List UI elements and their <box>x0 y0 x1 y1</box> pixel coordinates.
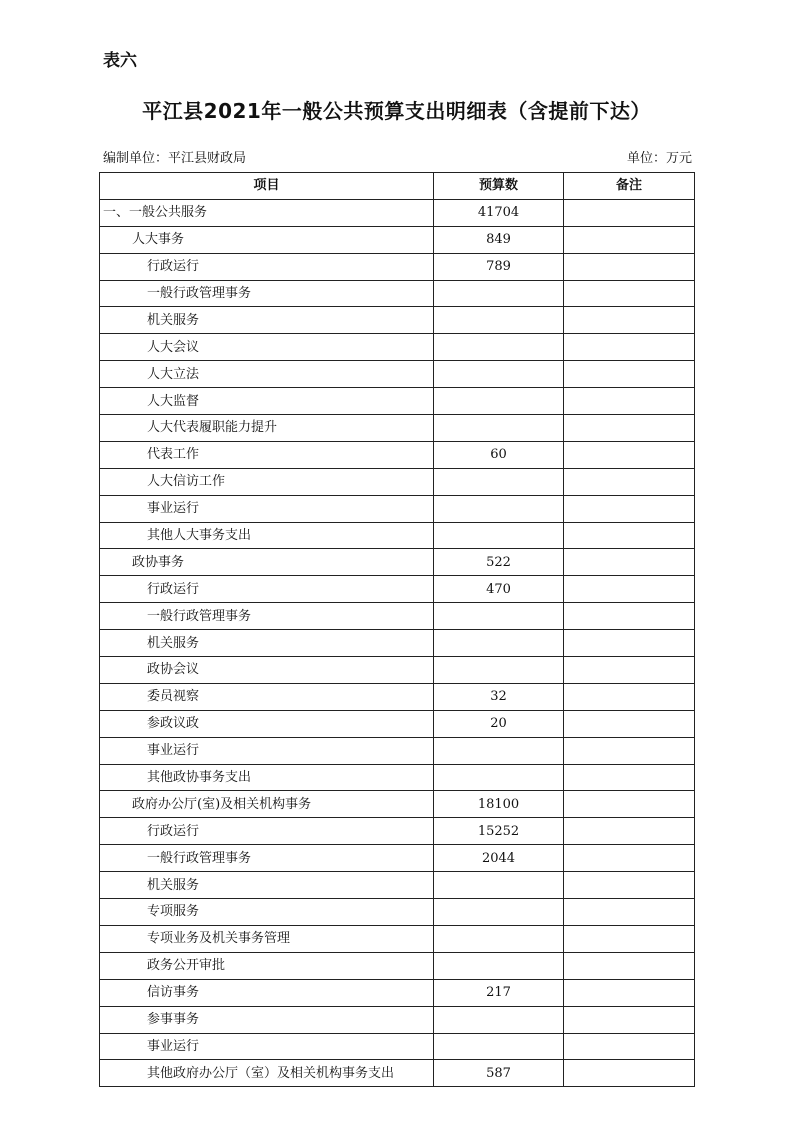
note-cell <box>564 468 695 495</box>
item-cell: 其他政府办公厅（室）及相关机构事务支出 <box>100 1060 434 1087</box>
note-cell <box>564 1006 695 1033</box>
item-cell: 一、一般公共服务 <box>100 199 434 226</box>
table-row <box>100 361 695 388</box>
table-number-label: 表六 <box>103 51 137 71</box>
table-row <box>100 657 695 684</box>
table-row <box>100 468 695 495</box>
item-cell: 代表工作 <box>100 441 434 468</box>
note-cell <box>564 415 695 442</box>
note-cell <box>564 334 695 361</box>
table-row <box>100 334 695 361</box>
compiling-unit: 编制单位：平江县财政局 <box>103 151 247 166</box>
item-cell: 人大会议 <box>100 334 434 361</box>
table-row <box>100 603 695 630</box>
item-cell: 人大代表履职能力提升 <box>100 415 434 442</box>
table-row <box>100 791 695 818</box>
item-cell: 事业运行 <box>100 1033 434 1060</box>
note-cell <box>564 737 695 764</box>
table-row <box>100 495 695 522</box>
item-cell: 专项服务 <box>100 899 434 926</box>
table-row <box>100 683 695 710</box>
item-cell: 其他政协事务支出 <box>100 764 434 791</box>
note-cell <box>564 199 695 226</box>
budget-amount-cell <box>434 361 564 388</box>
budget-amount-cell: 789 <box>434 253 564 280</box>
note-cell <box>564 441 695 468</box>
table-row <box>100 1060 695 1087</box>
budget-amount-cell: 18100 <box>434 791 564 818</box>
budget-amount-cell <box>434 280 564 307</box>
budget-amount-cell <box>434 334 564 361</box>
item-cell: 政务公开审批 <box>100 952 434 979</box>
item-cell: 专项业务及机关事务管理 <box>100 925 434 952</box>
budget-amount-cell <box>434 495 564 522</box>
item-cell: 行政运行 <box>100 576 434 603</box>
item-cell: 机关服务 <box>100 307 434 334</box>
note-cell <box>564 791 695 818</box>
note-cell <box>564 361 695 388</box>
note-cell <box>564 899 695 926</box>
note-cell <box>564 1033 695 1060</box>
item-cell: 一般行政管理事务 <box>100 603 434 630</box>
table-row <box>100 630 695 657</box>
item-cell: 行政运行 <box>100 253 434 280</box>
table-row <box>100 522 695 549</box>
item-cell: 委员视察 <box>100 683 434 710</box>
table-row <box>100 845 695 872</box>
table-row <box>100 307 695 334</box>
column-header-budget: 预算数 <box>434 173 564 200</box>
table-row <box>100 818 695 845</box>
budget-amount-cell <box>434 657 564 684</box>
item-cell: 人大立法 <box>100 361 434 388</box>
budget-amount-cell <box>434 1033 564 1060</box>
table-row <box>100 737 695 764</box>
table-body <box>100 199 695 1086</box>
budget-amount-cell <box>434 872 564 899</box>
item-cell: 事业运行 <box>100 495 434 522</box>
budget-amount-cell: 32 <box>434 683 564 710</box>
item-cell: 机关服务 <box>100 872 434 899</box>
table-row <box>100 925 695 952</box>
item-cell: 事业运行 <box>100 737 434 764</box>
note-cell <box>564 549 695 576</box>
budget-amount-cell <box>434 388 564 415</box>
note-cell <box>564 307 695 334</box>
budget-amount-cell: 849 <box>434 226 564 253</box>
note-cell <box>564 226 695 253</box>
budget-amount-cell: 41704 <box>434 199 564 226</box>
table-row <box>100 979 695 1006</box>
item-cell: 一般行政管理事务 <box>100 845 434 872</box>
currency-unit: 单位：万元 <box>626 151 692 166</box>
table-row <box>100 1033 695 1060</box>
budget-amount-cell: 2044 <box>434 845 564 872</box>
note-cell <box>564 253 695 280</box>
item-cell: 人大信访工作 <box>100 468 434 495</box>
budget-amount-cell <box>434 1006 564 1033</box>
item-cell: 人大事务 <box>100 226 434 253</box>
table-row <box>100 549 695 576</box>
budget-amount-cell <box>434 764 564 791</box>
budget-amount-cell: 587 <box>434 1060 564 1087</box>
note-cell <box>564 603 695 630</box>
item-cell: 政协会议 <box>100 657 434 684</box>
budget-amount-cell <box>434 307 564 334</box>
budget-amount-cell: 60 <box>434 441 564 468</box>
table-row <box>100 872 695 899</box>
item-cell: 参事事务 <box>100 1006 434 1033</box>
budget-amount-cell <box>434 603 564 630</box>
note-cell <box>564 630 695 657</box>
item-cell: 信访事务 <box>100 979 434 1006</box>
item-cell: 政协事务 <box>100 549 434 576</box>
note-cell <box>564 979 695 1006</box>
budget-amount-cell <box>434 952 564 979</box>
document-title: 平江县2021年一般公共预算支出明细表（含提前下达） <box>142 99 651 123</box>
budget-amount-cell <box>434 630 564 657</box>
note-cell <box>564 872 695 899</box>
note-cell <box>564 845 695 872</box>
item-cell: 人大监督 <box>100 388 434 415</box>
column-header-note: 备注 <box>564 173 695 200</box>
note-cell <box>564 495 695 522</box>
table-row <box>100 710 695 737</box>
item-cell: 政府办公厅(室)及相关机构事务 <box>100 791 434 818</box>
budget-amount-cell <box>434 415 564 442</box>
column-header-item: 项目 <box>100 173 434 200</box>
budget-amount-cell <box>434 737 564 764</box>
table-row <box>100 199 695 226</box>
item-cell: 参政议政 <box>100 710 434 737</box>
item-cell: 一般行政管理事务 <box>100 280 434 307</box>
item-cell: 机关服务 <box>100 630 434 657</box>
table-row <box>100 441 695 468</box>
item-cell: 其他人大事务支出 <box>100 522 434 549</box>
budget-amount-cell: 15252 <box>434 818 564 845</box>
budget-amount-cell: 217 <box>434 979 564 1006</box>
budget-amount-cell: 470 <box>434 576 564 603</box>
budget-amount-cell: 522 <box>434 549 564 576</box>
table-row <box>100 253 695 280</box>
table-row <box>100 226 695 253</box>
note-cell <box>564 576 695 603</box>
budget-table <box>99 172 695 1087</box>
note-cell <box>564 388 695 415</box>
note-cell <box>564 764 695 791</box>
note-cell <box>564 683 695 710</box>
note-cell <box>564 710 695 737</box>
note-cell <box>564 952 695 979</box>
budget-amount-cell: 20 <box>434 710 564 737</box>
budget-amount-cell <box>434 468 564 495</box>
note-cell <box>564 657 695 684</box>
note-cell <box>564 522 695 549</box>
note-cell <box>564 818 695 845</box>
table-row <box>100 388 695 415</box>
budget-amount-cell <box>434 925 564 952</box>
note-cell <box>564 925 695 952</box>
table-row <box>100 415 695 442</box>
table-header-row <box>100 173 695 200</box>
note-cell <box>564 280 695 307</box>
table-row <box>100 952 695 979</box>
table-row <box>100 899 695 926</box>
item-cell: 行政运行 <box>100 818 434 845</box>
table-row <box>100 576 695 603</box>
note-cell <box>564 1060 695 1087</box>
table-row <box>100 280 695 307</box>
table-row <box>100 1006 695 1033</box>
budget-amount-cell <box>434 522 564 549</box>
budget-amount-cell <box>434 899 564 926</box>
table-row <box>100 764 695 791</box>
